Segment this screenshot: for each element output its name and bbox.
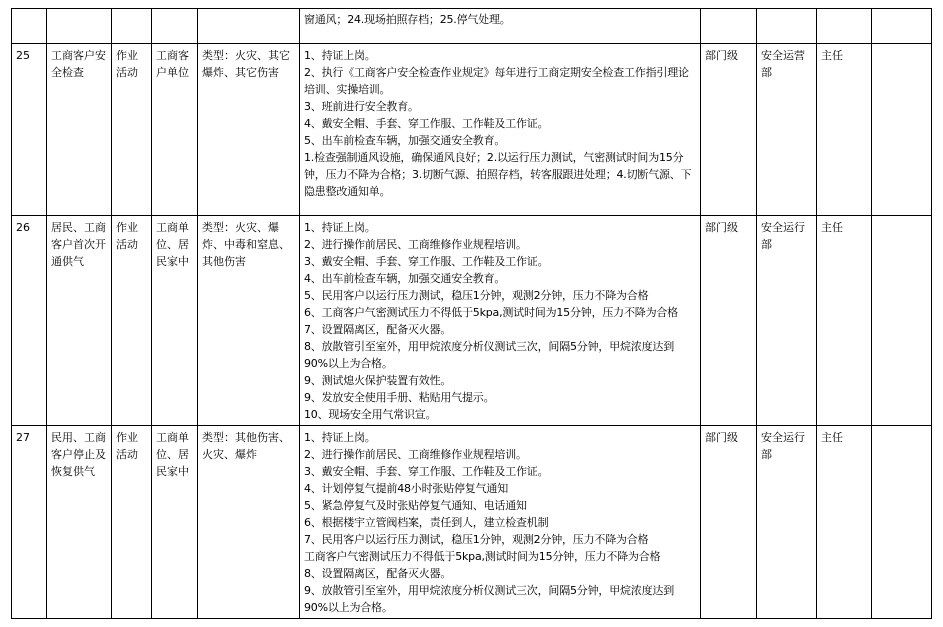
cell-hazard (198, 9, 300, 44)
measure-line: 3、戴安全帽、手套、穿工作服、工作鞋及工作证。 (304, 465, 549, 478)
cell-name: 居民、工商客户首次开通供气 (47, 216, 112, 426)
cell-no: 26 (12, 216, 47, 426)
measure-line: 7、设置隔离区，配备灭火器。 (304, 323, 452, 336)
measure-line: 1、持证上岗。 (304, 221, 376, 234)
cell-dept: 安全运行部 (757, 426, 817, 619)
cell-hazard: 类型：火灾、其它爆炸、其它伤害 (198, 44, 300, 216)
cell-name (47, 9, 112, 44)
cell-location: 工商单位、居民家中 (152, 426, 198, 619)
cell-measures (300, 44, 701, 216)
table-row-25 (12, 44, 932, 216)
cell-extra (872, 426, 932, 619)
measure-line: 4、戴安全帽、手套、穿工作服、工作鞋及工作证。 (304, 117, 549, 130)
cell-person: 主任 (817, 216, 872, 426)
cell-extra (872, 44, 932, 216)
cell-no: 27 (12, 426, 47, 619)
cell-no (12, 9, 47, 44)
cell-extra (872, 9, 932, 44)
cell-person: 主任 (817, 44, 872, 216)
cell-category: 作业活动 (112, 44, 152, 216)
cell-category: 作业活动 (112, 426, 152, 619)
cell-location (152, 9, 198, 44)
cell-measures (300, 426, 701, 619)
measure-line: 2、进行操作前居民、工商维修作业规程培训。 (304, 238, 527, 251)
measure-line: 1、持证上岗。 (304, 431, 376, 444)
measure-line: 10、现场安全用气常识宣。 (304, 408, 437, 421)
cell-no: 25 (12, 44, 47, 216)
cell-hazard: 类型：其他伤害、火灾、爆炸 (198, 426, 300, 619)
cell-category (112, 9, 152, 44)
measure-line: 8、设置隔离区，配备灭火器。 (304, 567, 452, 580)
measure-line: 4、计划停复气提前48小时张贴停复气通知 (304, 482, 508, 495)
measure-line: 3、戴安全帽、手套、穿工作服、工作鞋及工作证。 (304, 255, 549, 268)
cell-dept: 安全运营部 (757, 44, 817, 216)
measure-line: 3、班前进行安全教育。 (304, 100, 419, 113)
cell-name: 工商客户安全检查 (47, 44, 112, 216)
risk-control-table (11, 8, 932, 619)
measure-line: 5、紧急停复气及时张贴停复气通知、电话通知 (304, 499, 527, 512)
cell-person: 主任 (817, 426, 872, 619)
measure-line: 4、出车前检查车辆，加强交通安全教育。 (304, 272, 506, 285)
cell-measures (300, 216, 701, 426)
cell-extra (872, 216, 932, 426)
measure-line: 2、进行操作前居民、工商维修作业规程培训。 (304, 448, 527, 461)
cell-location: 工商单位、居民家中 (152, 216, 198, 426)
cell-level: 部门级 (701, 426, 757, 619)
measure-line: 9、放散管引至室外，用甲烷浓度分析仪测试三次，间隔5分钟，甲烷浓度达到90%以上为合格。 (304, 584, 674, 614)
measure-line: 9、测试熄火保护装置有效性。 (304, 374, 452, 387)
table-row-top (12, 9, 932, 44)
measure-line: 5、民用客户以运行压力测试，稳压1分钟，观测2分钟，压力不降为合格 (304, 289, 649, 302)
cell-measures (300, 9, 701, 44)
measure-line: 8、放散管引至室外，用甲烷浓度分析仪测试三次，间隔5分钟，甲烷浓度达到90%以上为合格。 (304, 340, 674, 370)
measure-line: 窗通风；24.现场拍照存档；25.停气处理。 (304, 13, 511, 26)
cell-dept: 安全运行部 (757, 216, 817, 426)
cell-hazard: 类型：火灾、爆炸、中毒和窒息、其他伤害 (198, 216, 300, 426)
measure-line: 7、民用客户以运行压力测试，稳压1分钟，观测2分钟，压力不降为合格 (304, 533, 649, 546)
measure-line: 1.检查强制通风设施，确保通风良好；2.以运行压力测试，气密测试时间为15分钟，压力不降为合格；3.切断气源、拍照存档，转客服跟进处理；4.切断气源、下隐患整改通知单。 (304, 151, 692, 198)
cell-name: 民用、工商客户停止及恢复供气 (47, 426, 112, 619)
measure-line: 5、出车前检查车辆，加强交通安全教育。 (304, 134, 506, 147)
measure-line: 2、执行《工商客户安全检查作业规定》每年进行工商定期安全检查工作指引理论培训、实操培训。 (304, 66, 689, 96)
measure-line: 9、发放安全使用手册、粘贴用气提示。 (304, 391, 495, 404)
cell-level: 部门级 (701, 44, 757, 216)
measure-line: 6、工商客户气密测试压力不得低于5kpa,测试时间为15分钟，压力不降为合格 (304, 306, 678, 319)
measure-line: 6、根据楼宇立管阀档案，责任到人，建立检查机制 (304, 516, 549, 529)
measure-line: 工商客户气密测试压力不得低于5kpa,测试时间为15分钟，压力不降为合格 (304, 550, 661, 563)
cell-level: 部门级 (701, 216, 757, 426)
table-row-26 (12, 216, 932, 426)
table-row-27 (12, 426, 932, 619)
measure-line: 1、持证上岗。 (304, 49, 376, 62)
cell-category: 作业活动 (112, 216, 152, 426)
cell-dept (757, 9, 817, 44)
cell-person (817, 9, 872, 44)
cell-location: 工商客户单位 (152, 44, 198, 216)
cell-level (701, 9, 757, 44)
